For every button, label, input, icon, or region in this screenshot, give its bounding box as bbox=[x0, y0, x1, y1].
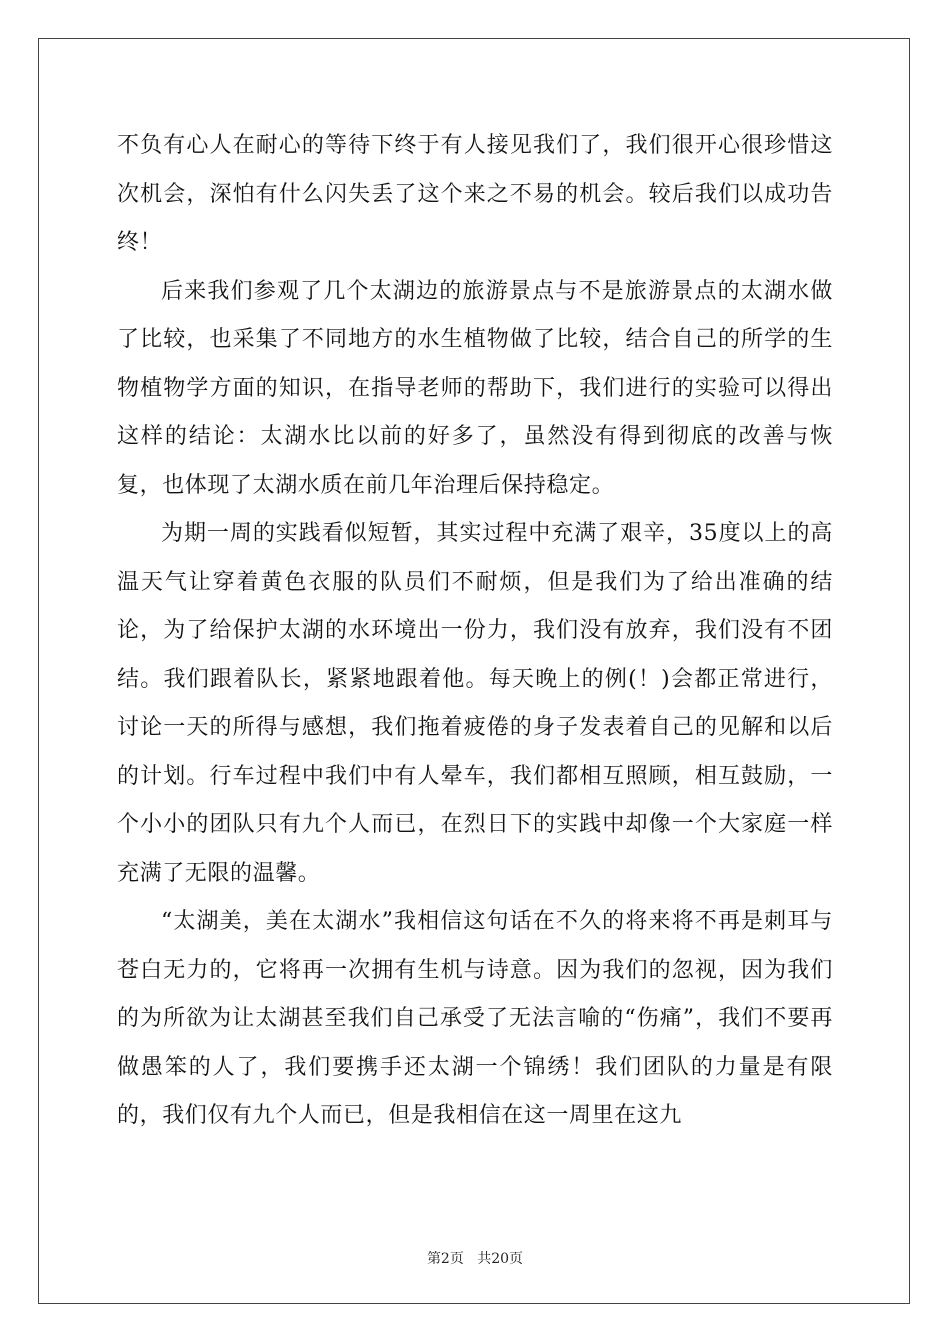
document-body bbox=[117, 122, 833, 1141]
page-number: 第2页 bbox=[426, 1251, 464, 1267]
paragraph-continuation: 不负有心人在耐心的等待下终于有人接见我们了，我们很开心很珍惜这次机会，深怕有什么闪失丢了这个来之不易的机会。较后我们以成功告终！ bbox=[117, 133, 833, 255]
page-footer bbox=[0, 1248, 950, 1268]
paragraph-comparison: 后来我们参观了几个太湖边的旅游景点与不是旅游景点的太湖水做了比较，也采集了不同地方的水生植物做了比较，结合自己的所学的生物植物学方面的知识，在指导老师的帮助下，我们进行的实验可以得出这样的结论：太湖水比以前的好多了，虽然没有得到彻底的改善与恢复，也体现了太湖水质在前几年治理后保持稳定。 bbox=[117, 278, 833, 498]
paragraph-taihu-beauty: “太湖美，美在太湖水”我相信这句话在不久的将来将不再是刺耳与苍白无力的，它将再一次拥有生机与诗意。因为我们的忽视，因为我们的为所欲为让太湖甚至我们自己承受了无法言喻的“伤痛”，我们不要再做愚笨的人了，我们要携手还太湖一个锦绣！我们团队的力量是有限的，我们仅有九个人而已，但是我相信在这一周里在这九 bbox=[117, 909, 833, 1128]
page-total: 共20页 bbox=[477, 1251, 524, 1267]
paragraph-practice-week: 为期一周的实践看似短暂，其实过程中充满了艰辛，35度以上的高温天气让穿着黄色衣服的队员们不耐烦，但是我们为了给出准确的结论，为了给保护太湖的水环境出一份力，我们没有放弃，我们没有不团结。我们跟着队长，紧紧地跟着他。每天晚上的例(！)会都正常进行，讨论一天的所得与感想，我们拖着疲倦的身子发表着自己的见解和以后的计划。行车过程中我们中有人晕车，我们都相互照顾，相互鼓励，一个小小的团队只有九个人而已，在烈日下的实践中却像一个大家庭一样充满了无限的温馨。 bbox=[117, 521, 833, 886]
